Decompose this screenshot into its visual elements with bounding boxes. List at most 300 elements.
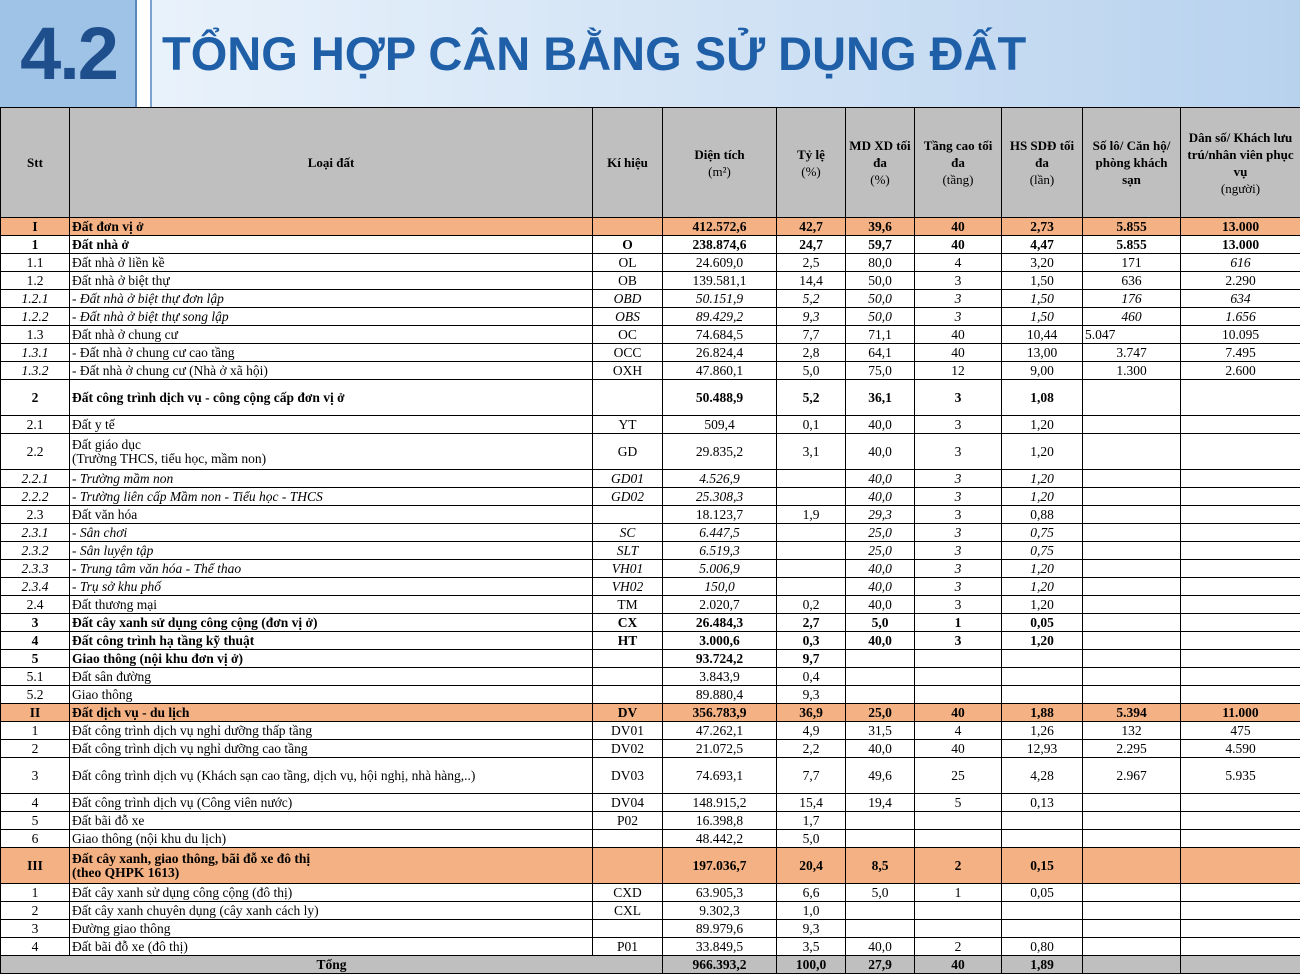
table-row: [1, 740, 1300, 758]
column-header: [1, 108, 70, 218]
table-row: [1, 938, 1300, 956]
row-stt: 6: [1, 830, 70, 848]
row-land-use-coef: 4,28: [1002, 758, 1083, 794]
row-building-density: [846, 668, 915, 686]
table-row: [1, 380, 1300, 416]
row-land-type: - Trụ sở khu phố: [70, 578, 593, 596]
row-building-density: [846, 830, 915, 848]
row-max-floors: [915, 668, 1002, 686]
row-lots: [1083, 524, 1181, 542]
row-building-density: 75,0: [846, 362, 915, 380]
row-land-type: - Đất nhà ở chung cư (Nhà ở xã hội): [70, 362, 593, 380]
row-area: 47.262,1: [663, 722, 777, 740]
row-population: [1181, 560, 1300, 578]
table-row: [1, 254, 1300, 272]
row-lots: [1083, 614, 1181, 632]
table-row: [1, 632, 1300, 650]
row-building-density: 40,0: [846, 560, 915, 578]
row-lots: [1083, 560, 1181, 578]
column-header-label: Dân số/ Khách lưu trú/nhân viên phục vụ: [1187, 129, 1294, 179]
row-population: [1181, 812, 1300, 830]
row-max-floors: 1: [915, 614, 1002, 632]
row-ratio: 36,9: [777, 704, 846, 722]
row-code: OC: [593, 326, 663, 344]
row-land-type: Đất công trình dịch vụ - công cộng cấp đơn vị ở: [70, 380, 593, 416]
row-max-floors: 3: [915, 488, 1002, 506]
row-building-density: 40,0: [846, 470, 915, 488]
row-area: 16.398,8: [663, 812, 777, 830]
row-building-density: 36,1: [846, 380, 915, 416]
row-land-type: Đất nhà ở: [70, 236, 593, 254]
row-land-use-coef: [1002, 812, 1083, 830]
row-building-density: 59,7: [846, 236, 915, 254]
row-land-use-coef: [1002, 650, 1083, 668]
table-row: [1, 272, 1300, 290]
row-area: 89.979,6: [663, 920, 777, 938]
row-area: 93.724,2: [663, 650, 777, 668]
row-max-floors: 1: [915, 884, 1002, 902]
row-building-density: 49,6: [846, 758, 915, 794]
row-land-type: Đất giáo dục (Trường THCS, tiểu học, mầm non): [70, 434, 593, 470]
row-area: 356.783,9: [663, 704, 777, 722]
row-land-use-coef: 12,93: [1002, 740, 1083, 758]
row-land-use-coef: 1,20: [1002, 416, 1083, 434]
row-stt: 1: [1, 884, 70, 902]
row-land-use-coef: 1,26: [1002, 722, 1083, 740]
row-land-use-coef: 1,08: [1002, 380, 1083, 416]
row-ratio: 4,9: [777, 722, 846, 740]
row-ratio: 6,6: [777, 884, 846, 902]
row-code: CX: [593, 614, 663, 632]
row-area: 89.880,4: [663, 686, 777, 704]
row-lots: 132: [1083, 722, 1181, 740]
row-code: DV02: [593, 740, 663, 758]
row-area: 89.429,2: [663, 308, 777, 326]
table-row: [1, 614, 1300, 632]
row-code: SC: [593, 524, 663, 542]
row-land-use-coef: [1002, 668, 1083, 686]
row-building-density: 40,0: [846, 632, 915, 650]
row-max-floors: 3: [915, 632, 1002, 650]
row-ratio: 20,4: [777, 848, 846, 884]
column-header-label: Diện tích: [694, 146, 745, 162]
row-land-type: Giao thông (nội khu du lịch): [70, 830, 593, 848]
row-land-use-coef: 1,20: [1002, 470, 1083, 488]
row-stt: 1: [1, 722, 70, 740]
row-population: [1181, 470, 1300, 488]
row-lots: 2.967: [1083, 758, 1181, 794]
row-building-density: 71,1: [846, 326, 915, 344]
row-lots: [1083, 812, 1181, 830]
row-area: 412.572,6: [663, 218, 777, 236]
row-code: OBD: [593, 290, 663, 308]
row-stt: 2.3.1: [1, 524, 70, 542]
row-lots: 171: [1083, 254, 1181, 272]
row-lots: [1083, 902, 1181, 920]
row-max-floors: 3: [915, 596, 1002, 614]
row-land-use-coef: 3,20: [1002, 254, 1083, 272]
row-land-use-coef: 0,75: [1002, 542, 1083, 560]
row-land-type: Giao thông (nội khu đơn vị ở): [70, 650, 593, 668]
row-population: [1181, 902, 1300, 920]
row-ratio: 24,7: [777, 236, 846, 254]
row-ratio: 9,3: [777, 308, 846, 326]
row-area: 26.824,4: [663, 344, 777, 362]
row-land-use-coef: 9,00: [1002, 362, 1083, 380]
column-header: [915, 108, 1002, 218]
row-lots: 5.855: [1083, 236, 1181, 254]
row-population: 13.000: [1181, 218, 1300, 236]
table-row: [1, 578, 1300, 596]
total-max-floors: 40: [915, 956, 1002, 974]
row-ratio: [777, 578, 846, 596]
row-stt: III: [1, 848, 70, 884]
section-number: 4.2: [20, 12, 117, 95]
row-land-type: - Sân chơi: [70, 524, 593, 542]
row-max-floors: 40: [915, 740, 1002, 758]
row-max-floors: 3: [915, 434, 1002, 470]
table-row: [1, 488, 1300, 506]
column-header: [70, 108, 593, 218]
row-area: 5.006,9: [663, 560, 777, 578]
row-population: [1181, 614, 1300, 632]
table-row: [1, 434, 1300, 470]
row-stt: 1: [1, 236, 70, 254]
row-stt: 1.2: [1, 272, 70, 290]
row-land-use-coef: 1,20: [1002, 434, 1083, 470]
row-area: 74.693,1: [663, 758, 777, 794]
row-lots: [1083, 380, 1181, 416]
row-land-use-coef: 0,05: [1002, 614, 1083, 632]
row-ratio: 7,7: [777, 758, 846, 794]
row-max-floors: 4: [915, 722, 1002, 740]
row-population: [1181, 578, 1300, 596]
row-max-floors: [915, 686, 1002, 704]
row-code: [593, 218, 663, 236]
page-header: [0, 0, 1300, 108]
row-stt: 2.2.2: [1, 488, 70, 506]
row-ratio: 15,4: [777, 794, 846, 812]
column-header-label: MD XD tối đa: [849, 138, 911, 170]
row-lots: [1083, 488, 1181, 506]
table-row: [1, 596, 1300, 614]
row-lots: 460: [1083, 308, 1181, 326]
row-stt: I: [1, 218, 70, 236]
row-population: 10.095: [1181, 326, 1300, 344]
row-max-floors: 25: [915, 758, 1002, 794]
row-building-density: 40,0: [846, 416, 915, 434]
row-lots: 5.047: [1083, 326, 1181, 344]
column-header: [777, 108, 846, 218]
row-code: TM: [593, 596, 663, 614]
row-max-floors: 3: [915, 560, 1002, 578]
row-land-use-coef: 2,73: [1002, 218, 1083, 236]
row-area: 238.874,6: [663, 236, 777, 254]
row-land-type: Đất bãi đỗ xe (đô thị): [70, 938, 593, 956]
row-stt: 3: [1, 920, 70, 938]
column-header-label: Tỷ lệ: [797, 146, 825, 162]
row-stt: 2.1: [1, 416, 70, 434]
row-land-use-coef: 0,13: [1002, 794, 1083, 812]
table-row: [1, 218, 1300, 236]
table-row: [1, 794, 1300, 812]
row-lots: [1083, 542, 1181, 560]
row-land-use-coef: 0,05: [1002, 884, 1083, 902]
table-row: [1, 362, 1300, 380]
column-header-unit: (lần): [1029, 172, 1055, 187]
table-row: [1, 650, 1300, 668]
row-code: [593, 506, 663, 524]
row-max-floors: 40: [915, 344, 1002, 362]
row-area: 47.860,1: [663, 362, 777, 380]
row-stt: 1.3.2: [1, 362, 70, 380]
row-building-density: 50,0: [846, 290, 915, 308]
row-max-floors: [915, 920, 1002, 938]
row-population: [1181, 830, 1300, 848]
row-ratio: [777, 560, 846, 578]
row-building-density: 40,0: [846, 488, 915, 506]
row-area: 6.447,5: [663, 524, 777, 542]
column-header: [593, 108, 663, 218]
row-land-type: Đất y tế: [70, 416, 593, 434]
row-lots: [1083, 632, 1181, 650]
row-land-type: - Trường liên cấp Mầm non - Tiểu học - THCS: [70, 488, 593, 506]
table-row: [1, 920, 1300, 938]
row-area: 509,4: [663, 416, 777, 434]
row-max-floors: 3: [915, 308, 1002, 326]
row-area: 33.849,5: [663, 938, 777, 956]
row-building-density: [846, 686, 915, 704]
row-land-use-coef: 10,44: [1002, 326, 1083, 344]
column-header-unit: (tầng): [942, 172, 974, 187]
row-lots: 5.855: [1083, 218, 1181, 236]
row-stt: 2.3.4: [1, 578, 70, 596]
row-stt: 2.3.3: [1, 560, 70, 578]
row-lots: [1083, 470, 1181, 488]
table-row: [1, 758, 1300, 794]
row-stt: 1.3: [1, 326, 70, 344]
row-building-density: 29,3: [846, 506, 915, 524]
row-code: OXH: [593, 362, 663, 380]
row-land-type: Đất cây xanh, giao thông, bãi đỗ xe đô thị (theo QHPK 1613): [70, 848, 593, 884]
row-max-floors: 3: [915, 272, 1002, 290]
row-population: [1181, 416, 1300, 434]
row-building-density: 25,0: [846, 524, 915, 542]
row-building-density: [846, 812, 915, 830]
row-max-floors: 3: [915, 290, 1002, 308]
total-land-use-coef: 1,89: [1002, 956, 1083, 974]
row-lots: [1083, 416, 1181, 434]
row-code: CXL: [593, 902, 663, 920]
row-stt: 3: [1, 758, 70, 794]
row-area: 6.519,3: [663, 542, 777, 560]
row-land-type: Đất cây xanh sử dụng công cộng (đô thị): [70, 884, 593, 902]
row-area: 139.581,1: [663, 272, 777, 290]
row-area: 29.835,2: [663, 434, 777, 470]
total-row: [1, 956, 1300, 974]
row-land-use-coef: 13,00: [1002, 344, 1083, 362]
total-ratio: 100,0: [777, 956, 846, 974]
row-stt: 2.2: [1, 434, 70, 470]
table-row: [1, 848, 1300, 884]
row-stt: 1.3.1: [1, 344, 70, 362]
row-land-type: Đất cây xanh sử dụng công cộng (đơn vị ở): [70, 614, 593, 632]
row-area: 148.915,2: [663, 794, 777, 812]
row-population: [1181, 632, 1300, 650]
row-code: [593, 686, 663, 704]
row-ratio: 2,5: [777, 254, 846, 272]
row-stt: 5.2: [1, 686, 70, 704]
row-code: P01: [593, 938, 663, 956]
row-stt: 4: [1, 794, 70, 812]
row-area: 3.843,9: [663, 668, 777, 686]
row-land-use-coef: 0,80: [1002, 938, 1083, 956]
row-area: 26.484,3: [663, 614, 777, 632]
row-population: [1181, 524, 1300, 542]
row-population: [1181, 380, 1300, 416]
total-label: Tổng: [1, 956, 663, 974]
row-max-floors: 2: [915, 848, 1002, 884]
row-max-floors: 3: [915, 524, 1002, 542]
row-land-use-coef: 1,88: [1002, 704, 1083, 722]
row-code: [593, 650, 663, 668]
row-population: [1181, 488, 1300, 506]
row-stt: 2.4: [1, 596, 70, 614]
row-code: GD: [593, 434, 663, 470]
row-max-floors: 3: [915, 542, 1002, 560]
row-population: [1181, 686, 1300, 704]
row-code: GD01: [593, 470, 663, 488]
row-lots: 1.300: [1083, 362, 1181, 380]
row-code: DV01: [593, 722, 663, 740]
row-population: [1181, 650, 1300, 668]
row-area: 3.000,6: [663, 632, 777, 650]
row-building-density: 40,0: [846, 434, 915, 470]
row-land-use-coef: 1,50: [1002, 308, 1083, 326]
table-row: [1, 560, 1300, 578]
row-ratio: 1,0: [777, 902, 846, 920]
row-code: OCC: [593, 344, 663, 362]
table-row: [1, 308, 1300, 326]
row-population: 4.590: [1181, 740, 1300, 758]
row-code: HT: [593, 632, 663, 650]
column-header: [1181, 108, 1300, 218]
row-max-floors: 40: [915, 326, 1002, 344]
row-stt: 5: [1, 650, 70, 668]
table-row: [1, 686, 1300, 704]
row-code: VH02: [593, 578, 663, 596]
row-building-density: 64,1: [846, 344, 915, 362]
row-code: DV04: [593, 794, 663, 812]
row-population: [1181, 938, 1300, 956]
row-stt: 5: [1, 812, 70, 830]
row-land-type: - Đất nhà ở biệt thự song lập: [70, 308, 593, 326]
row-lots: [1083, 650, 1181, 668]
row-area: 21.072,5: [663, 740, 777, 758]
row-area: 2.020,7: [663, 596, 777, 614]
row-land-use-coef: [1002, 902, 1083, 920]
row-stt: 5.1: [1, 668, 70, 686]
row-area: 25.308,3: [663, 488, 777, 506]
row-ratio: 1,7: [777, 812, 846, 830]
row-ratio: 5,0: [777, 830, 846, 848]
row-building-density: 50,0: [846, 272, 915, 290]
row-building-density: 19,4: [846, 794, 915, 812]
row-land-use-coef: 1,20: [1002, 596, 1083, 614]
row-land-type: Đất công trình dịch vụ (Công viên nước): [70, 794, 593, 812]
row-population: 2.290: [1181, 272, 1300, 290]
row-building-density: [846, 650, 915, 668]
row-building-density: 40,0: [846, 578, 915, 596]
total-population: [1181, 956, 1300, 974]
row-code: OB: [593, 272, 663, 290]
row-max-floors: 40: [915, 704, 1002, 722]
row-land-use-coef: 1,20: [1002, 632, 1083, 650]
row-land-type: Đất công trình dịch vụ nghỉ dưỡng cao tầng: [70, 740, 593, 758]
row-building-density: 25,0: [846, 542, 915, 560]
page-title: TỔNG HỢP CÂN BẰNG SỬ DỤNG ĐẤT: [162, 27, 1027, 80]
row-land-use-coef: 1,20: [1002, 560, 1083, 578]
row-land-type: Đất dịch vụ - du lịch: [70, 704, 593, 722]
row-lots: [1083, 884, 1181, 902]
row-population: [1181, 794, 1300, 812]
row-stt: 2.3.2: [1, 542, 70, 560]
row-code: O: [593, 236, 663, 254]
row-area: 24.609,0: [663, 254, 777, 272]
row-stt: 4: [1, 632, 70, 650]
row-code: [593, 920, 663, 938]
row-land-use-coef: 1,20: [1002, 578, 1083, 596]
row-max-floors: 12: [915, 362, 1002, 380]
row-population: 634: [1181, 290, 1300, 308]
row-lots: 636: [1083, 272, 1181, 290]
column-header-unit: (người): [1220, 180, 1261, 196]
row-code: P02: [593, 812, 663, 830]
row-population: [1181, 434, 1300, 470]
row-code: [593, 668, 663, 686]
table-row: [1, 722, 1300, 740]
table-row: [1, 290, 1300, 308]
row-building-density: [846, 902, 915, 920]
row-population: 616: [1181, 254, 1300, 272]
row-ratio: 3,5: [777, 938, 846, 956]
row-lots: [1083, 938, 1181, 956]
row-area: 9.302,3: [663, 902, 777, 920]
row-building-density: [846, 920, 915, 938]
row-building-density: 50,0: [846, 308, 915, 326]
row-building-density: 8,5: [846, 848, 915, 884]
row-ratio: 14,4: [777, 272, 846, 290]
row-lots: [1083, 506, 1181, 524]
row-max-floors: [915, 830, 1002, 848]
column-header-label: Loại đất: [307, 155, 355, 170]
table-row: [1, 416, 1300, 434]
row-land-type: Đất nhà ở chung cư: [70, 326, 593, 344]
row-population: 1.656: [1181, 308, 1300, 326]
row-max-floors: [915, 902, 1002, 920]
row-land-type: Đất công trình hạ tầng kỹ thuật: [70, 632, 593, 650]
row-area: 74.684,5: [663, 326, 777, 344]
table-row: [1, 704, 1300, 722]
row-land-type: Giao thông: [70, 686, 593, 704]
row-lots: [1083, 920, 1181, 938]
row-ratio: 2,7: [777, 614, 846, 632]
table-header-row: [1, 108, 1300, 218]
row-land-type: Đất sân đường: [70, 668, 593, 686]
row-land-type: - Đất nhà ở biệt thự đơn lập: [70, 290, 593, 308]
row-max-floors: 3: [915, 506, 1002, 524]
row-code: OBS: [593, 308, 663, 326]
